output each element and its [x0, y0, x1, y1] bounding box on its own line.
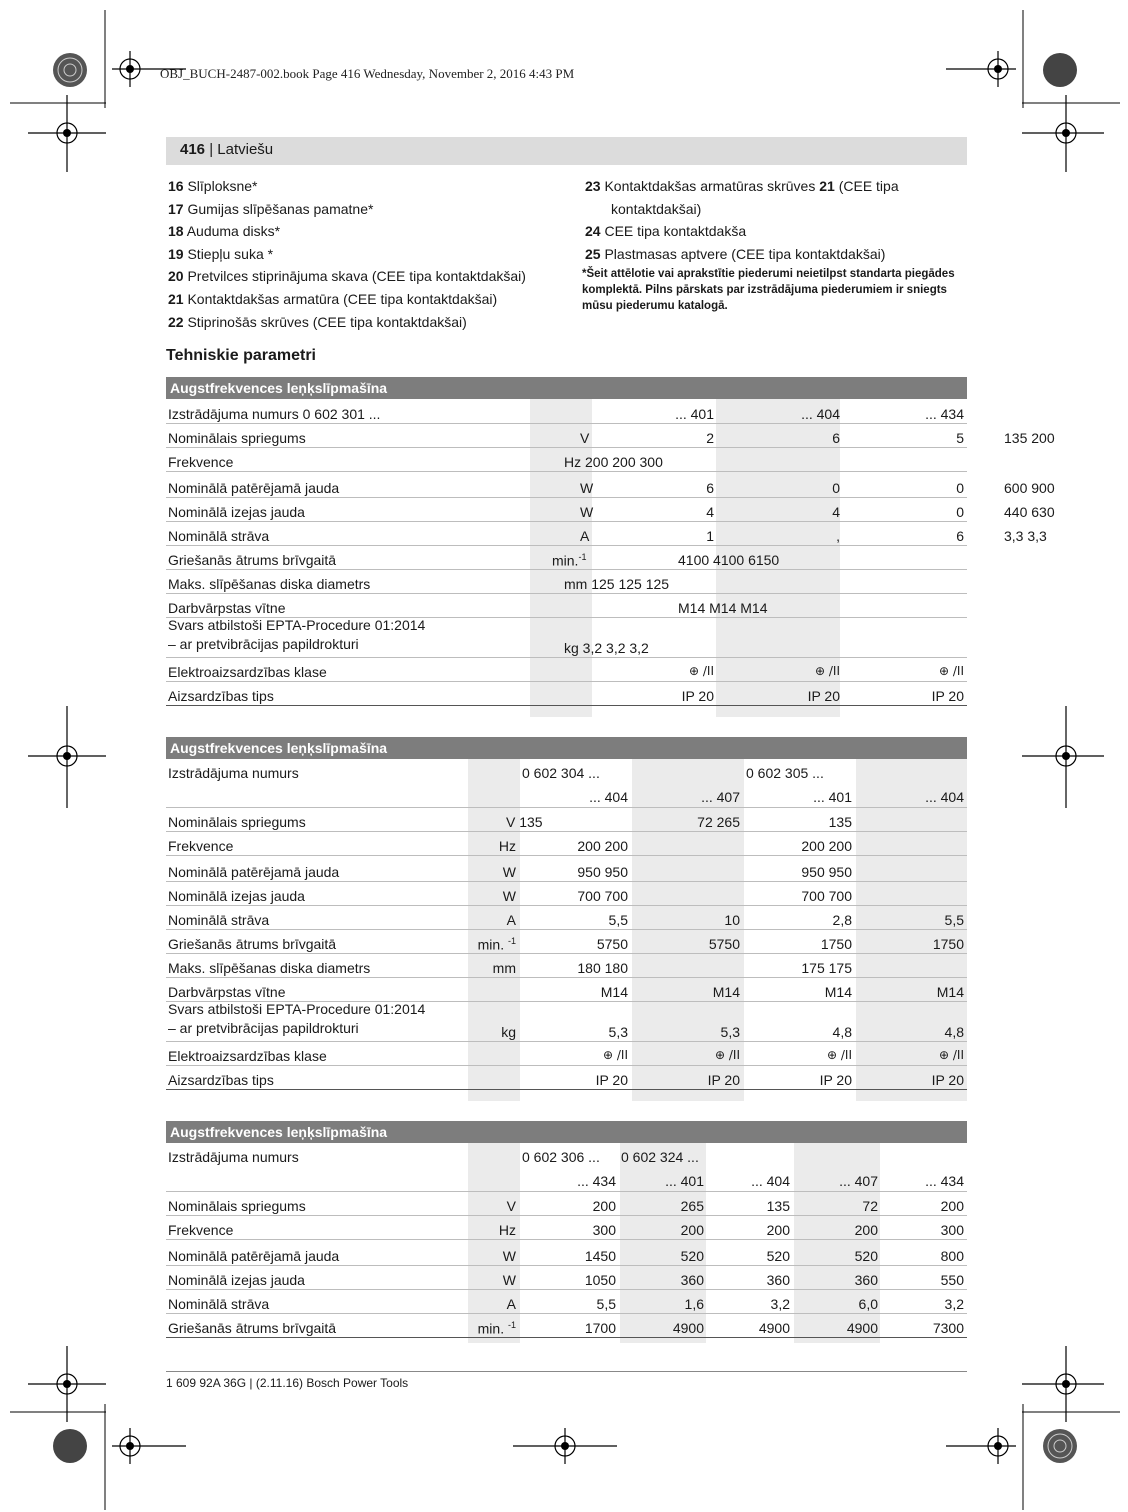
spec-table-1 [166, 377, 1055, 717]
table-row [166, 1143, 967, 1192]
value-cell: 135 [766, 1198, 790, 1214]
unit-cell: kg 3,2 3,2 3,2 [564, 640, 649, 656]
table-row [166, 929, 967, 954]
list-item: 20 Pretvilces stiprinājuma skava (CEE tipa kontaktdakšai) [168, 268, 526, 285]
row-label: Nominālā strāva [168, 912, 270, 928]
page-number: 416 [180, 141, 206, 158]
table-row [166, 1313, 967, 1338]
value-cell: ... 404 [801, 406, 840, 422]
value-cell: 550 [940, 1272, 964, 1288]
unit-cell: V [580, 430, 590, 446]
row-label: Izstrādājuma numurs 0 602 301 ... [168, 406, 381, 422]
value-cell: M14 [600, 984, 628, 1000]
value-cell: ⊕ /II [827, 1048, 852, 1062]
row-label: Nominālais spriegums [168, 814, 306, 830]
row-label: Nominālā patērējamā jauda [168, 1248, 340, 1264]
row-label: Nominālā izejas jauda [168, 504, 305, 520]
unit-cell: W [502, 864, 516, 880]
table-row [166, 1191, 967, 1216]
unit-cell: A [506, 912, 516, 928]
value-cell: 0 [956, 504, 964, 520]
table-row [166, 1265, 967, 1290]
value-cell: 950 950 [801, 864, 852, 880]
row-label: Griešanās ātrums brīvgaitā [168, 936, 337, 952]
value-cell: 200 [940, 1198, 964, 1214]
list-item-continuation: kontaktdakšai) [611, 200, 702, 217]
table-row [166, 807, 967, 832]
table-row [166, 1239, 967, 1266]
value-cell: 5,5 [608, 912, 628, 928]
value-cell: 180 180 [577, 960, 628, 976]
table-row [166, 657, 967, 682]
column-header: ... 404 [589, 789, 628, 805]
value-cell: 0 [832, 480, 840, 496]
value-cell: 135 200 [1004, 430, 1055, 446]
row-label: Nominālā izejas jauda [168, 888, 305, 904]
value-cell: 5,5 [944, 912, 964, 928]
table-row [166, 759, 967, 808]
value-cell: 7300 [932, 1320, 964, 1336]
value-cell: 200 [592, 1198, 616, 1214]
table-row [166, 681, 967, 706]
row-label: Elektroaizsardzības klase [168, 664, 327, 680]
row-label: Maks. slīpēšanas diska diametrs [168, 960, 371, 976]
value-cell: ⊕ /II [939, 1048, 964, 1062]
value-cell: 360 [766, 1272, 790, 1288]
value-cell: 300 [592, 1222, 616, 1238]
value-cell: 175 175 [801, 960, 852, 976]
list-item: 19 Stiepļu suka * [168, 245, 274, 262]
unit-cell: Hz [498, 838, 516, 854]
value-cell: 1450 [584, 1248, 616, 1264]
table-row [166, 617, 967, 658]
value-cell: 6 [956, 528, 964, 544]
unit-cell: min. $^{-1}$ [477, 1320, 516, 1337]
table-title: Augstfrekvences leņķslīpmašīna [166, 377, 967, 399]
table-title: Augstfrekvences leņķslīpmašīna [166, 1121, 967, 1143]
value-cell: 440 630 [1004, 504, 1055, 520]
row-label: Nominālā strāva [168, 528, 270, 544]
unit-cell: W [580, 504, 594, 520]
value-cell: , [836, 528, 840, 544]
row-label: Nominālā izejas jauda [168, 1272, 305, 1288]
value-cell: IP 20 [595, 1072, 628, 1088]
list-item: 23 Kontaktdakšas armatūras skrūves 21 (CEE tipa [585, 178, 899, 194]
list-item: 22 Stiprinošās skrūves (CEE tipa kontaktdakšai) [168, 313, 467, 330]
spec-table-3 [166, 1121, 967, 1343]
row-label: Maks. slīpēšanas diska diametrs [168, 576, 371, 592]
value-cell: 200 [766, 1222, 790, 1238]
value-cell: IP 20 [807, 688, 840, 704]
value-cell: ⊕ /II [815, 664, 840, 678]
value-cell: M14 [936, 984, 964, 1000]
value-cell: 135 [828, 814, 852, 830]
table-row [166, 447, 967, 472]
spec-table-2 [166, 737, 967, 1101]
value-cell: 72 [862, 1198, 878, 1214]
row-label: Aizsardzības tips [168, 688, 274, 704]
unit-cell: W [502, 1248, 516, 1264]
row-label: – ar pretvibrācijas papildrokturi [168, 636, 359, 652]
value-cell: ... 401 [675, 406, 714, 422]
page-header-bar [166, 137, 967, 165]
value-cell: 4,8 [944, 1024, 964, 1040]
row-label: Nominālais spriegums [168, 1198, 306, 1214]
table-row [166, 1001, 967, 1042]
table-row [166, 569, 967, 594]
value-cell: IP 20 [931, 1072, 964, 1088]
unit-cell: Hz 200 200 300 [564, 454, 663, 470]
value-cell: 4 [706, 504, 714, 520]
value-cell: IP 20 [707, 1072, 740, 1088]
section-name: Latviešu [217, 141, 274, 158]
unit-cell: W [502, 1272, 516, 1288]
value-cell: ... 434 [925, 406, 964, 422]
list-item: 24 CEE tipa kontaktdakša [585, 223, 747, 240]
row-label: Nominālais spriegums [168, 430, 306, 446]
value-cell: M14 [712, 984, 740, 1000]
parts-list-right [585, 175, 899, 265]
value-cell: M14 M14 M14 [678, 600, 768, 616]
value-cell: 3,3 3,3 [1004, 528, 1047, 544]
value-cell: 4900 [672, 1320, 704, 1336]
column-header: ... 407 [701, 789, 740, 805]
row-label: Nominālā patērējamā jauda [168, 480, 340, 496]
value-cell: 520 [854, 1248, 878, 1264]
unit-cell: mm [492, 960, 516, 976]
table-row [166, 1289, 967, 1314]
column-header: ... 401 [813, 789, 852, 805]
value-cell: 700 700 [801, 888, 852, 904]
page-footer: 1 609 92A 36G | (2.11.16) Bosch Power Tools [166, 1376, 409, 1390]
value-cell: 800 [940, 1248, 964, 1264]
value-cell: 520 [766, 1248, 790, 1264]
row-label: Darbvārpstas vītne [168, 984, 286, 1000]
unit-cell: min.$^{-1}$ [552, 552, 587, 569]
table-row [166, 1215, 967, 1240]
value-cell: 4900 [846, 1320, 878, 1336]
row-label: Frekvence [168, 454, 234, 470]
unit-cell: Hz [498, 1222, 516, 1238]
unit-cell: V [506, 1198, 516, 1214]
value-cell: ⊕ /II [689, 664, 714, 678]
value-cell: ⊕ /II [603, 1048, 628, 1062]
list-item: 17 Gumijas slīpēšanas pamatne* [168, 200, 374, 217]
column-header: ... 434 [577, 1173, 616, 1189]
list-item: 25 Plastmasas aptvere (CEE tipa kontaktdakšai) [585, 245, 886, 262]
row-label: Nominālā patērējamā jauda [168, 864, 340, 880]
row-label: Svars atbilstoši EPTA-Procedure 01:2014 [168, 1001, 426, 1017]
column-header: ... 401 [665, 1173, 704, 1189]
row-label: Nominālā strāva [168, 1296, 270, 1312]
value-cell: IP 20 [819, 1072, 852, 1088]
value-cell: 520 [680, 1248, 704, 1264]
row-label: Izstrādājuma numurs [168, 765, 299, 781]
value-cell: 600 900 [1004, 480, 1055, 496]
unit-cell: W [580, 480, 594, 496]
page-number-section: 416 | Latviešu [180, 141, 274, 158]
row-label: Griešanās ātrums brīvgaitā [168, 552, 337, 568]
section-title: Tehniskie parametri [166, 347, 316, 364]
value-cell: 72 265 [697, 814, 740, 830]
unit-cell: V 135 [506, 814, 543, 830]
value-cell: 6 [706, 480, 714, 496]
value-cell: 2 [706, 430, 714, 446]
print-header: OBJ_BUCH-2487-002.book Page 416 Wednesday, November 2, 2016 4:43 PM [160, 66, 575, 81]
row-label: Griešanās ātrums brīvgaitā [168, 1320, 337, 1336]
group-header: 0 602 305 ... [746, 765, 824, 781]
value-cell: IP 20 [931, 688, 964, 704]
table-title: Augstfrekvences leņķslīpmašīna [166, 737, 967, 759]
value-cell: 200 [680, 1222, 704, 1238]
row-label: Darbvārpstas vītne [168, 600, 286, 616]
table-row [166, 471, 1055, 498]
footer-divider [166, 1371, 967, 1372]
table-row [166, 521, 1047, 546]
group-header: 0 602 306 ... [522, 1149, 600, 1165]
column-header: ... 407 [839, 1173, 878, 1189]
row-label: Frekvence [168, 838, 234, 854]
value-cell: 4900 [758, 1320, 790, 1336]
group-header: 0 602 304 ... [522, 765, 600, 781]
value-cell: 1750 [932, 936, 964, 952]
value-cell: 4 [832, 504, 840, 520]
row-label: Izstrādājuma numurs [168, 1149, 299, 1165]
value-cell: 5,3 [720, 1024, 740, 1040]
row-label: Elektroaizsardzības klase [168, 1048, 327, 1064]
value-cell: 5,5 [596, 1296, 616, 1312]
value-cell: 6,0 [858, 1296, 878, 1312]
value-cell: 200 [854, 1222, 878, 1238]
value-cell: 0 [956, 480, 964, 496]
list-item: 21 Kontaktdakšas armatūra (CEE tipa kontaktdakšai) [168, 290, 498, 307]
value-cell: 360 [854, 1272, 878, 1288]
value-cell: 6 [832, 430, 840, 446]
table-row [166, 953, 967, 978]
table-row [166, 545, 967, 570]
value-cell: 1750 [820, 936, 852, 952]
value-cell: 1050 [584, 1272, 616, 1288]
unit-cell: W [502, 888, 516, 904]
value-cell: 265 [680, 1198, 704, 1214]
table-row [166, 855, 967, 882]
table-row [166, 1041, 967, 1066]
value-cell: ⊕ /II [939, 664, 964, 678]
value-cell: 10 [724, 912, 740, 928]
value-cell: 700 700 [577, 888, 628, 904]
table-row [166, 497, 1055, 522]
unit-cell: mm 125 125 125 [564, 576, 670, 592]
value-cell: 5750 [708, 936, 740, 952]
unit-cell: A [580, 528, 590, 544]
value-cell: 5750 [596, 936, 628, 952]
column-header: ... 434 [925, 1173, 964, 1189]
value-cell: 950 950 [577, 864, 628, 880]
value-cell: 2,8 [832, 912, 852, 928]
value-cell: 360 [680, 1272, 704, 1288]
value-cell: 1,6 [684, 1296, 704, 1312]
table-row [166, 881, 967, 906]
column-header: ... 404 [925, 789, 964, 805]
value-cell: 4100 4100 6150 [678, 552, 780, 568]
row-label: Svars atbilstoši EPTA-Procedure 01:2014 [168, 617, 426, 633]
value-cell: ⊕ /II [715, 1048, 740, 1062]
value-cell: M14 [824, 984, 852, 1000]
value-cell: 3,2 [770, 1296, 790, 1312]
row-label: Frekvence [168, 1222, 234, 1238]
value-cell: 5 [956, 430, 964, 446]
table-row [166, 593, 967, 618]
parts-list-left [168, 175, 526, 333]
table-row [166, 423, 1055, 448]
column-header: ... 404 [751, 1173, 790, 1189]
value-cell: 1 [706, 528, 714, 544]
unit-cell: A [506, 1296, 516, 1312]
value-cell: IP 20 [681, 688, 714, 704]
table-row [166, 831, 967, 856]
value-cell: 1700 [584, 1320, 616, 1336]
value-cell: 200 200 [577, 838, 628, 854]
table-row [166, 977, 967, 1002]
row-label: Aizsardzības tips [168, 1072, 274, 1088]
accessories-note: *Šeit attēlotie vai aprakstītie piederumi neietilpst standarta piegādes komplektā. Pilns pārskats par izstrādājuma piederumiem ir sniegts mūsu piederumu katalogā. [582, 268, 955, 312]
value-cell: 200 200 [801, 838, 852, 854]
value-cell: 5,3 [608, 1024, 628, 1040]
value-cell: 4,8 [832, 1024, 852, 1040]
unit-cell: min. $^{-1}$ [477, 936, 516, 953]
table-row [166, 905, 967, 930]
value-cell: 3,2 [944, 1296, 964, 1312]
unit-cell: kg [501, 1024, 516, 1040]
group-header: 0 602 324 ... [621, 1149, 699, 1165]
table-row [166, 1065, 967, 1090]
list-item: 18 Auduma disks* [168, 223, 281, 240]
row-label: – ar pretvibrācijas papildrokturi [168, 1020, 359, 1036]
table-row [166, 399, 967, 424]
value-cell: 300 [940, 1222, 964, 1238]
list-item: 16 Slīploksne* [168, 178, 258, 194]
